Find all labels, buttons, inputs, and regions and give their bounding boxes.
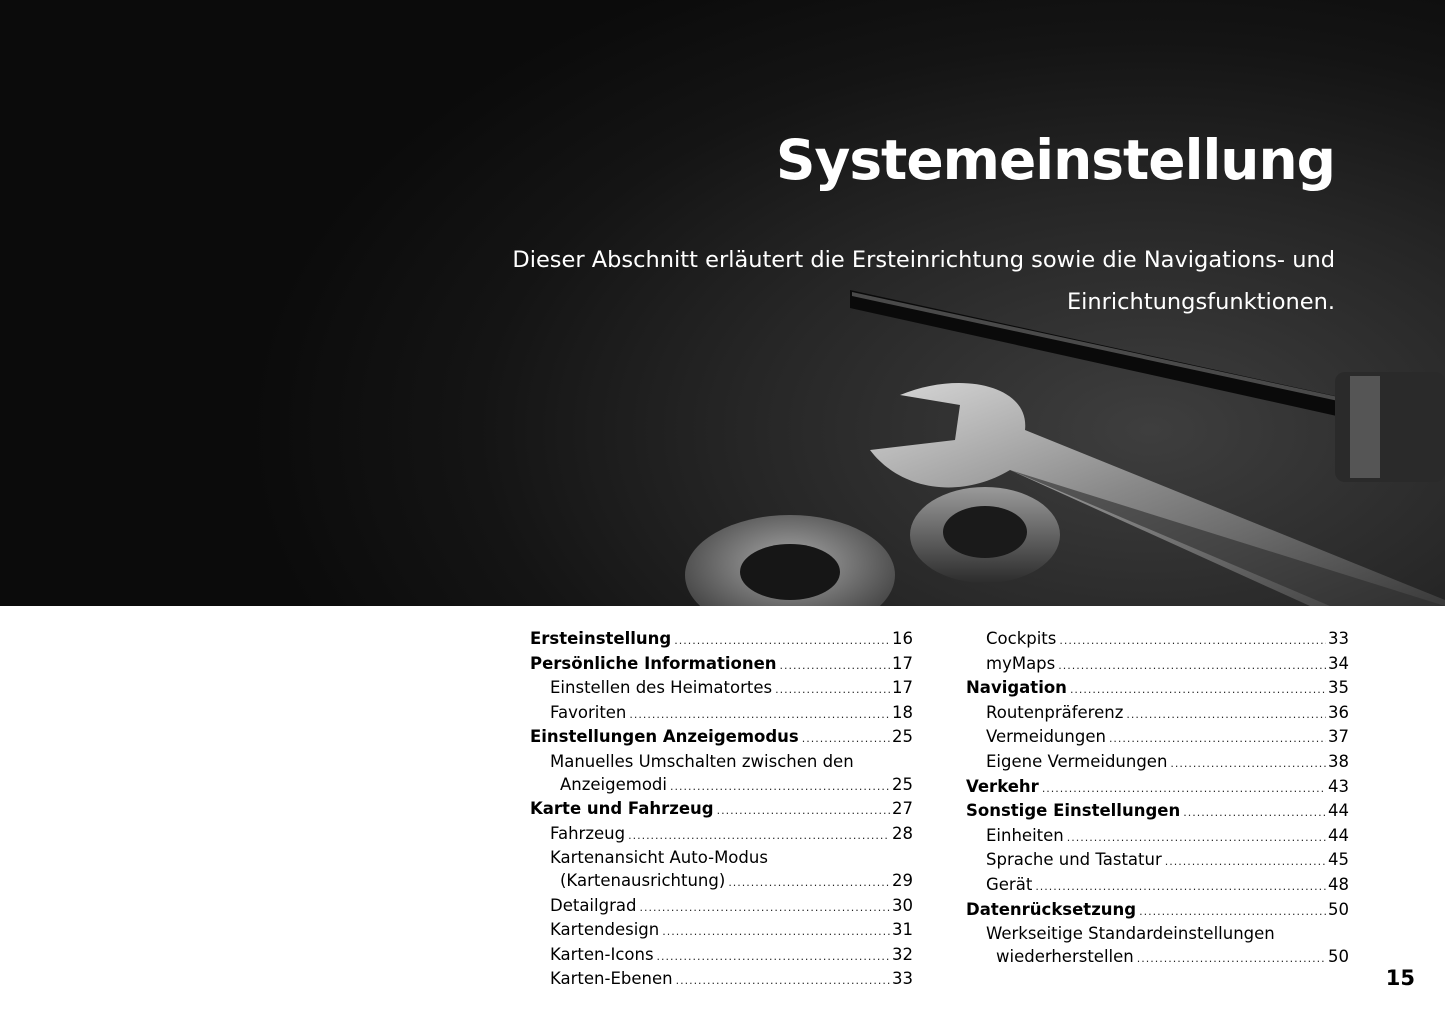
toc-entry[interactable]: Karten-Ebenen ..... 33 bbox=[530, 968, 913, 993]
toc-entry[interactable]: Detailgrad ..... 30 bbox=[530, 895, 913, 920]
dot-leader bbox=[1183, 802, 1326, 825]
dot-leader bbox=[728, 872, 890, 895]
toc-entry[interactable]: Cockpits ..... 33 bbox=[966, 628, 1349, 653]
toc-entry[interactable]: Einstellungen Anzeigemodus ..... 25 bbox=[530, 726, 913, 751]
dot-leader bbox=[717, 800, 890, 823]
toc-entry[interactable]: Vermeidungen ..... 37 bbox=[966, 726, 1349, 751]
toc-entry[interactable]: myMaps ..... 34 bbox=[966, 653, 1349, 678]
toc-entry-line[interactable]: Manuelles Umschalten zwischen den bbox=[550, 751, 854, 771]
dot-leader bbox=[1170, 753, 1326, 776]
toc-entry[interactable]: (Kartenausrichtung) ..... 29 bbox=[530, 870, 913, 895]
toc-entry[interactable]: Sonstige Einstellungen ..... 44 bbox=[966, 800, 1349, 825]
dot-leader bbox=[1067, 827, 1326, 850]
toc-column-1 bbox=[530, 628, 913, 993]
toc-entry[interactable]: Einstellen des Heimatortes ..... 17 bbox=[530, 677, 913, 702]
dot-leader bbox=[1042, 778, 1326, 801]
dot-leader bbox=[674, 630, 890, 653]
dot-leader bbox=[676, 970, 890, 993]
dot-leader bbox=[629, 704, 890, 727]
dot-leader bbox=[670, 776, 890, 799]
toc-entry[interactable]: wiederherstellen ..... 50 bbox=[966, 946, 1349, 971]
page-title: Systemeinstellung bbox=[775, 128, 1335, 192]
toc-entry[interactable]: Anzeigemodi ..... 25 bbox=[530, 774, 913, 799]
dot-leader bbox=[1109, 728, 1326, 751]
dot-leader bbox=[1126, 704, 1326, 727]
dot-leader bbox=[775, 679, 890, 702]
toc-entry[interactable]: Einheiten ..... 44 bbox=[966, 825, 1349, 850]
toc-entry[interactable]: Routenpräferenz ..... 36 bbox=[966, 702, 1349, 727]
toc-entry[interactable]: Karten-Icons ..... 32 bbox=[530, 944, 913, 969]
toc-entry[interactable]: Sprache und Tastatur ..... 45 bbox=[966, 849, 1349, 874]
dot-leader bbox=[657, 946, 890, 969]
toc-entry[interactable]: Verkehr ..... 43 bbox=[966, 776, 1349, 801]
toc-entry[interactable]: Persönliche Informationen ..... 17 bbox=[530, 653, 913, 678]
dot-leader bbox=[662, 921, 890, 944]
dot-leader bbox=[1165, 851, 1326, 874]
toc-entry[interactable]: Favoriten ..... 18 bbox=[530, 702, 913, 727]
section-description: Dieser Abschnitt erläutert die Ersteinrichtung sowie die Navigations- und Einrichtungsfunktionen. bbox=[512, 247, 1335, 315]
toc-entry[interactable]: Fahrzeug ..... 28 bbox=[530, 823, 913, 848]
toc-entry[interactable]: Karte und Fahrzeug ..... 27 bbox=[530, 798, 913, 823]
dot-leader bbox=[1139, 901, 1326, 924]
toc-entry[interactable]: Datenrücksetzung ..... 50 bbox=[966, 899, 1349, 924]
dot-leader bbox=[1137, 948, 1326, 971]
toc-entry-line[interactable]: Werkseitige Standardeinstellungen bbox=[986, 924, 1275, 944]
page-number: 15 bbox=[1385, 966, 1415, 990]
toc-entry[interactable]: Ersteinstellung ..... 16 bbox=[530, 628, 913, 653]
toc-entry[interactable]: Kartendesign ..... 31 bbox=[530, 919, 913, 944]
dot-leader bbox=[1058, 655, 1326, 678]
toc-entry[interactable]: Navigation ..... 35 bbox=[966, 677, 1349, 702]
dot-leader bbox=[780, 655, 890, 678]
dot-leader bbox=[1070, 679, 1326, 702]
dot-leader bbox=[802, 728, 890, 751]
toc-entry[interactable]: Gerät ..... 48 bbox=[966, 874, 1349, 899]
toc-column-2 bbox=[966, 628, 1349, 970]
toc-entry[interactable]: Eigene Vermeidungen ..... 38 bbox=[966, 751, 1349, 776]
dot-leader bbox=[639, 897, 890, 920]
dot-leader bbox=[1035, 876, 1326, 899]
dot-leader bbox=[628, 825, 890, 848]
toc-entry-line[interactable]: Kartenansicht Auto-Modus bbox=[550, 848, 768, 868]
dot-leader bbox=[1059, 630, 1326, 653]
